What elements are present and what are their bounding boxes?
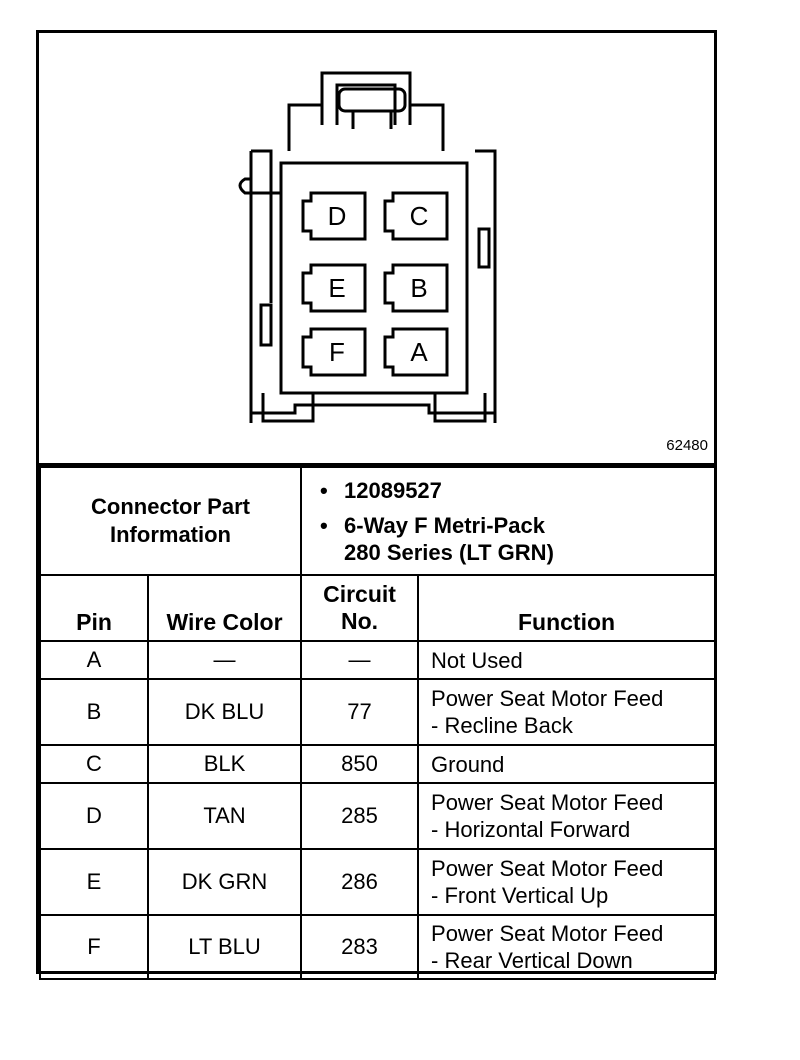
function-cell [418,915,715,979]
function-line1: Power Seat Motor Feed [431,856,664,881]
function-line2: - Rear Vertical Down [431,948,633,973]
bullet-icon: • [320,477,328,503]
wire-color-cell: LT BLU [148,915,301,979]
circuit-cell: — [301,641,418,679]
wire-color-cell: BLK [148,745,301,783]
circuit-cell: 285 [301,783,418,849]
wire-color-cell: DK BLU [148,679,301,745]
connector-pinout-table [39,466,716,980]
function-line2: - Front Vertical Up [431,883,609,908]
function-cell [418,745,715,783]
function-cell [418,783,715,849]
pin-cell: C [40,745,148,783]
pin-label-c: C [409,201,429,231]
pin-cell: D [40,783,148,849]
connector-part-label-line2: Information [110,522,231,547]
circuit-cell: 286 [301,849,418,915]
part-number-line [320,477,714,504]
wire-color-column-header: Wire Color [148,575,301,641]
function-line1: Ground [431,751,505,777]
table-row [40,915,715,979]
pin-cavities [303,193,447,375]
pin-column-header: Pin [40,575,148,641]
pin-label-e: E [328,273,346,303]
function-line2: - Recline Back [431,713,573,738]
function-line1: Not Used [431,647,523,673]
function-column-header: Function [418,575,715,641]
circuit-header-line1: Circuit [323,581,396,607]
wire-color-cell: TAN [148,783,301,849]
circuit-cell: 850 [301,745,418,783]
function-line2: - Horizontal Forward [431,817,631,842]
figure-number: 62480 [666,437,708,454]
function-cell [418,679,715,745]
pin-cell: A [40,641,148,679]
table-row [40,849,715,915]
function-line1: Power Seat Motor Feed [431,790,664,815]
pin-label-b: B [410,273,428,303]
function-cell [418,849,715,915]
function-line1: Power Seat Motor Feed [431,921,664,946]
connector-part-label [40,467,301,575]
document-frame [36,30,717,974]
table-row [40,783,715,849]
function-line1: Power Seat Motor Feed [431,686,664,711]
connector-description-2: 280 Series (LT GRN) [344,539,554,565]
table-row [40,679,715,745]
pin-label-a: A [410,337,428,367]
wire-color-cell: DK GRN [148,849,301,915]
pin-cell: B [40,679,148,745]
bullet-icon: • [320,512,328,538]
pin-label-d: D [327,201,347,231]
pin-cell: E [40,849,148,915]
connector-diagram [39,33,714,466]
table-row [40,641,715,679]
connector-description-1: 6-Way F Metri-Pack [344,512,545,538]
wire-color-cell: — [148,641,301,679]
connector-part-row [40,467,715,575]
circuit-column-header [301,575,418,641]
circuit-cell: 77 [301,679,418,745]
pin-label-f: F [329,337,345,367]
pin-cell: F [40,915,148,979]
table-row [40,745,715,783]
connector-part-details [301,467,715,575]
part-number: 12089527 [344,477,442,503]
circuit-cell: 283 [301,915,418,979]
column-header-row [40,575,715,641]
description-line [320,512,714,539]
connector-part-label-line1: Connector Part [91,494,250,519]
circuit-header-line2: No. [340,608,379,634]
function-cell [418,641,715,679]
connector-face-drawing [39,33,714,463]
